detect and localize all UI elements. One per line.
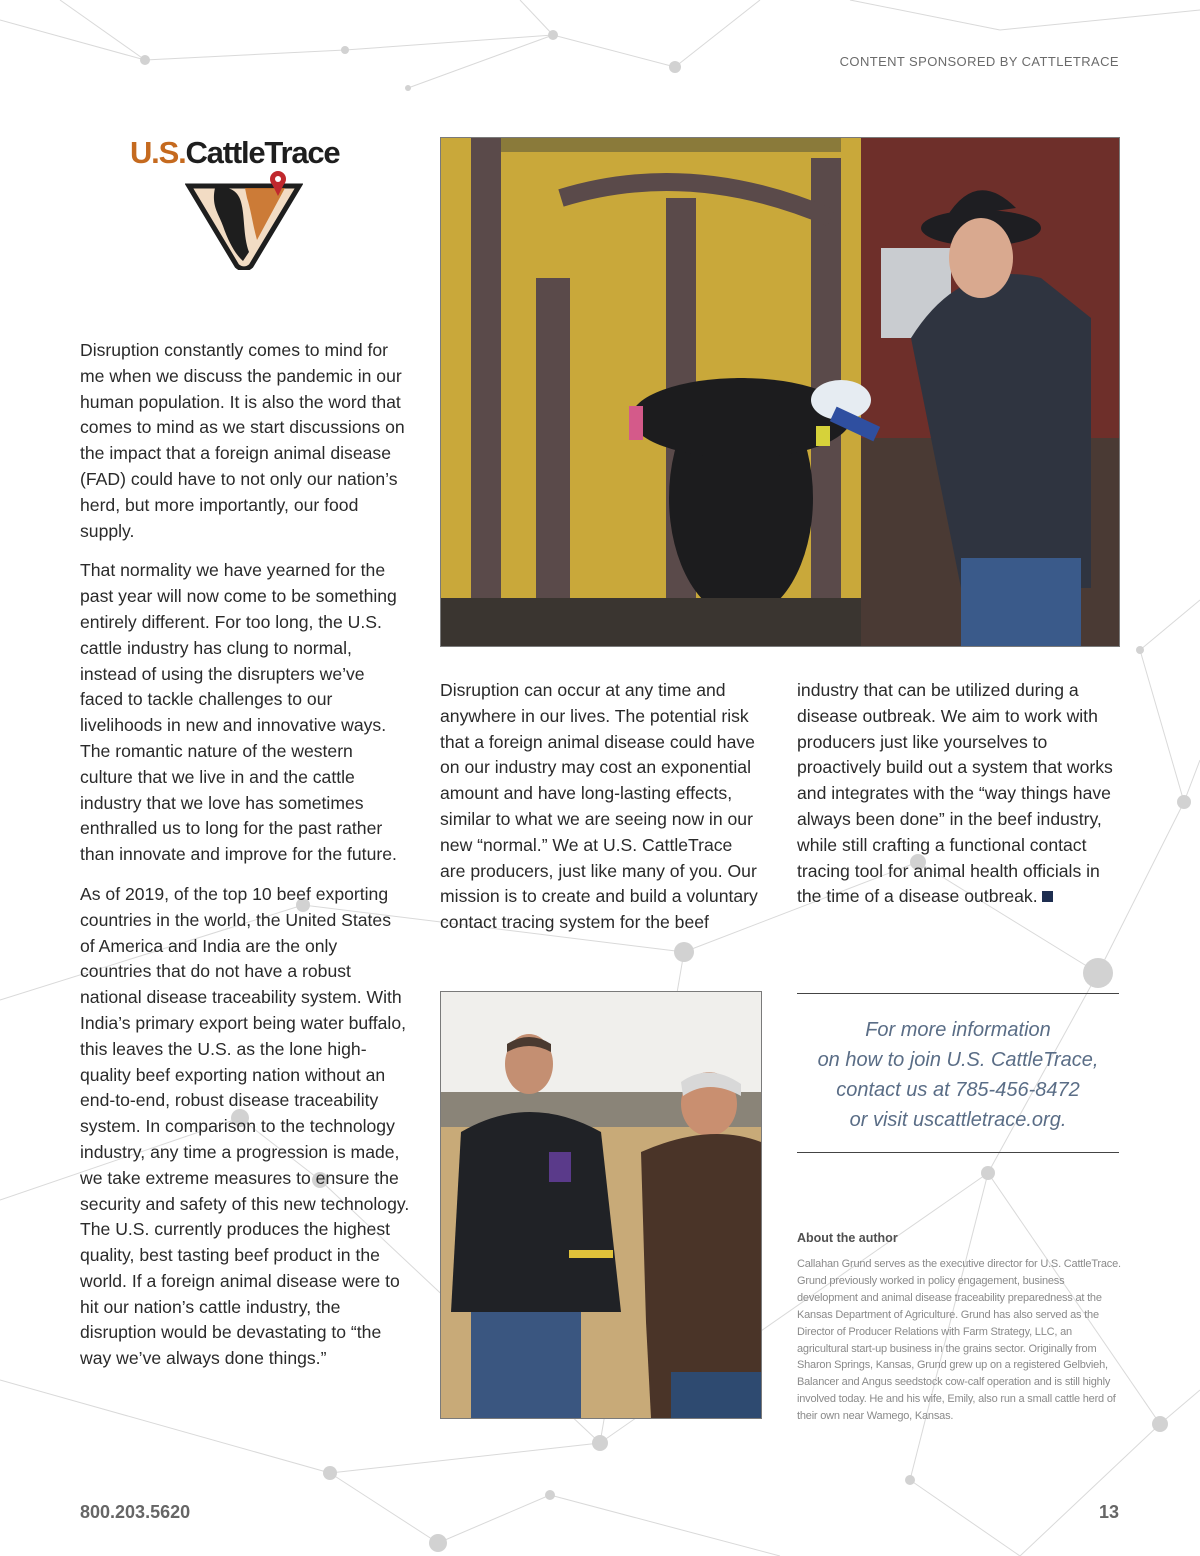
end-of-article-mark <box>1042 891 1053 902</box>
info-line-1: For more information <box>865 1019 1051 1041</box>
cattle-chute-photo <box>440 137 1120 647</box>
author-bio: Callahan Grund serves as the executive director for U.S. CattleTrace. Grund previously worked in policy engagement, business development and animal disease traceability preparedness at the Kansas Department of Agriculture. Grund has also served as the Director of Producer Relations with Farm Strategy, LLC, an agricultural start-up business in the grains sector. Originally from Sharon Springs, Kansas, Grund grew up on a registered Gelbvieh, Balancer and Angus seedstock cow-calf operation and is still highly involved today. He and his wife, Emily, also run a small cattle herd of their own near Wamego, Kansas. <box>797 1258 1121 1423</box>
logo-wordmark <box>130 136 339 170</box>
info-line-2: on how to join U.S. CattleTrace, <box>817 1049 1099 1071</box>
body-paragraph-text: industry that can be utilized during a disease outbreak. We aim to work with producers just like yourselves to proactively build out a system that works and integrates with the “way things have always been done” in the beef industry, while still crafting a functional contact tracing tool for animal health officials in the time of a disease outbreak. <box>797 680 1113 907</box>
body-paragraph: That normality we have yearned for the past year will now come to be something entirely different. For too long, the U.S. cattle industry has clung to normal, instead of using the disrupters we’ve faced to tackle challenges to our livelihoods in new and innovative ways. The romantic nature of the western culture that we live in and the cattle industry that we love has sometimes enthralled us to long for the past rather than innovate and improve for the future. <box>80 560 397 865</box>
page-number: 13 <box>1098 1502 1119 1522</box>
info-line-3-phone[interactable]: contact us at 785-456-8472 <box>836 1079 1080 1101</box>
sponsor-label: CONTENT SPONSORED BY CATTLETRACE <box>839 54 1119 69</box>
body-paragraph: Disruption constantly comes to mind for me when we discuss the pandemic in our human population. It is also the word that comes to mind as we start discussions on the impact that a foreign animal disease (FAD) could have to not only our nation’s herd, but more importantly, our food supply. <box>80 340 405 541</box>
middle-column <box>440 678 760 950</box>
body-paragraph <box>797 678 1122 910</box>
footer-phone: 800.203.5620 <box>80 1502 191 1522</box>
body-paragraph: Disruption can occur at any time and anywhere in our lives. The potential risk that a foreign animal disease could have on our industry may cost an exponential amount and have long-lasting effects, similar to what we are seeing now in our new “normal.” We at U.S. CattleTrace are producers, just like many of you. Our mission is to create and build a voluntary contact tracing system for the beef <box>440 680 758 933</box>
logo-prefix: U.S. <box>130 135 186 170</box>
right-column <box>797 678 1122 924</box>
logo-name: CattleTrace <box>185 135 340 170</box>
body-paragraph: As of 2019, of the top 10 beef exporting countries in the world, the United States of America and India are the only countries that do not have a robust national disease traceability system. With India’s primary export being water buffalo, this leaves the U.S. as the lone high-quality beef exporting nation without an end-to-end, robust disease traceability system. In comparison to the technology industry, any time a progression is made, we take extreme measures to ensure the security and safety of this new technology. The U.S. currently produces the highest quality, best tasting beef product in the world. If a foreign animal disease were to hit our nation’s cattle industry, the disruption would be devastating to “the way we’ve always done things.” <box>80 883 410 1369</box>
info-rule-top <box>797 993 1119 994</box>
cattletrace-logo <box>130 136 360 271</box>
info-box <box>797 1015 1119 1135</box>
info-rule-bottom <box>797 1152 1119 1153</box>
cow-map-icon <box>185 166 303 270</box>
left-column <box>80 338 410 1386</box>
two-men-field-photo <box>440 991 762 1419</box>
author-heading: About the author <box>797 1231 898 1245</box>
info-line-4-website[interactable]: or visit uscattletrace.org. <box>849 1109 1067 1131</box>
